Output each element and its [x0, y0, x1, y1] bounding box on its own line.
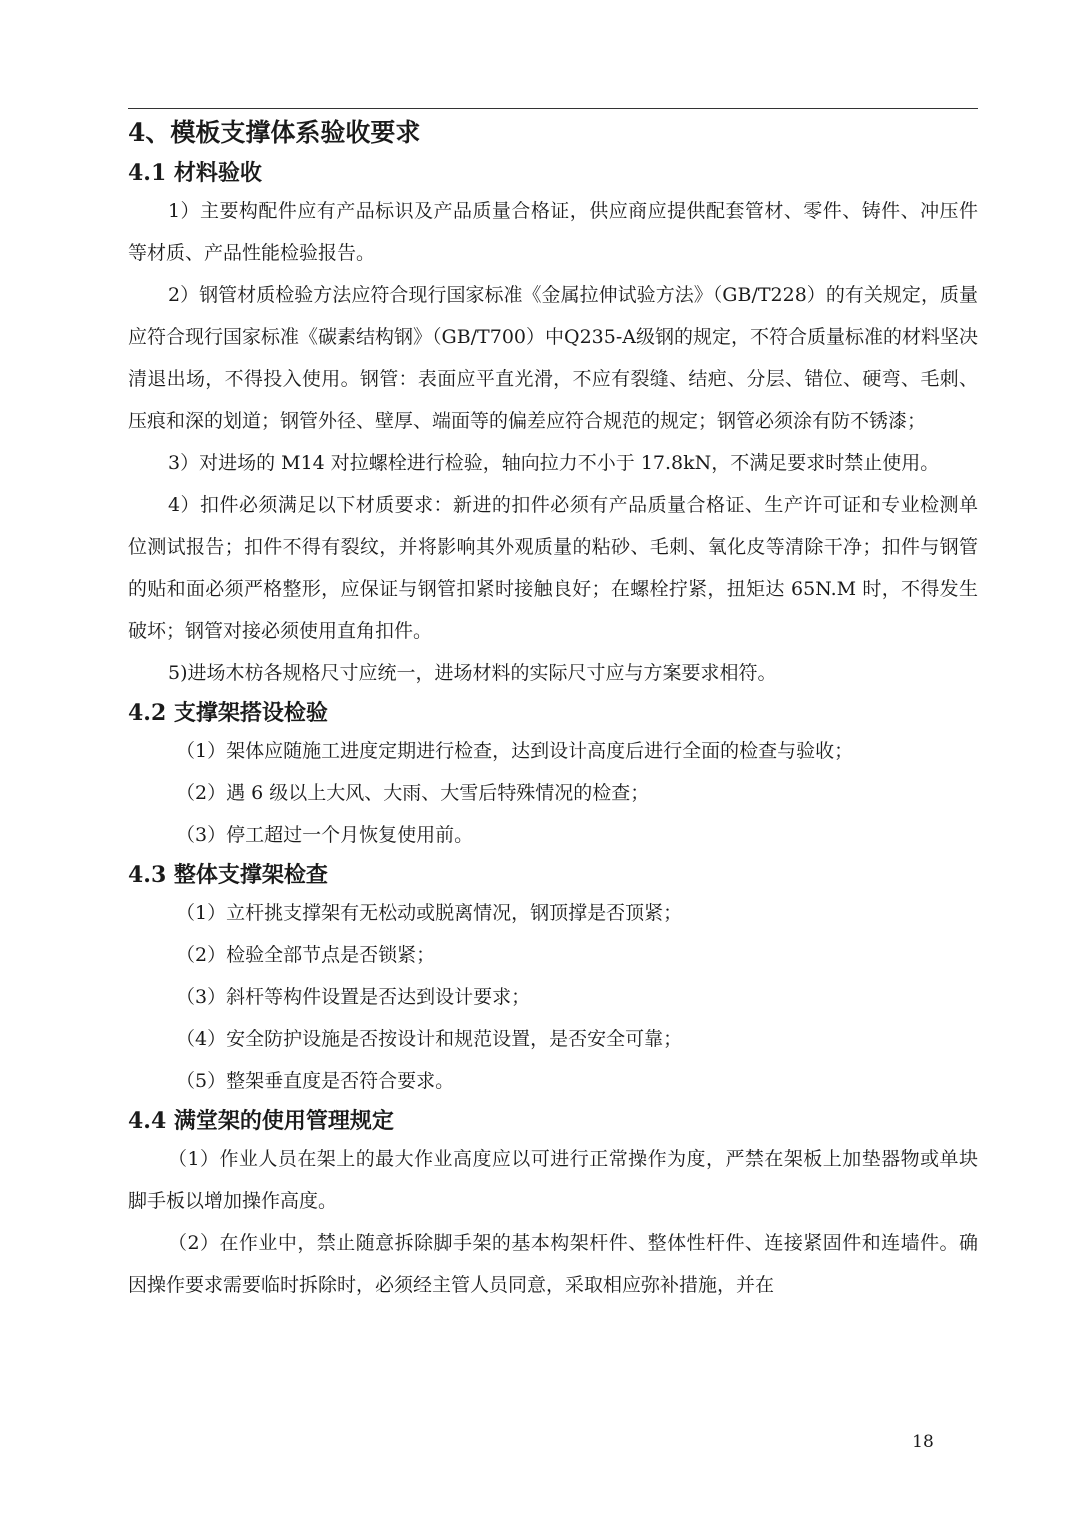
section-title: 4、模板支撑体系验收要求	[128, 118, 421, 147]
subsection-title-4-3: 4.3 整体支撑架检查	[128, 862, 328, 888]
list-item: （4）安全防护设施是否按设计和规范设置，是否安全可靠；	[176, 1028, 683, 1050]
header-rule	[128, 108, 978, 109]
subsection-title-4-1: 4.1 材料验收	[128, 160, 262, 186]
paragraph: 2）钢管材质检验方法应符合现行国家标准《金属拉伸试验方法》（GB/T228）的有关规定，质量应符合现行国家标准《碳素结构钢》（GB/T700）中Q235-A级钢的规定，不符合质量标准的材料坚决清退出场，不得投入使用。钢管：表面应平直光滑，不应有裂缝、结疤、分层、错位、硬弯、毛刺、压痕和深的划道；钢管外径、壁厚、端面等的偏差应符合规范的规定；钢管必须涂有防不锈漆；	[128, 284, 978, 432]
list-item: （3）斜杆等构件设置是否达到设计要求；	[176, 986, 531, 1008]
paragraph: 5)进场木枋各规格尺寸应统一，进场材料的实际尺寸应与方案要求相符。	[168, 662, 777, 684]
paragraph: （1）作业人员在架上的最大作业高度应以可进行正常操作为度，严禁在架板上加垫器物或单块脚手板以增加操作高度。	[128, 1148, 978, 1212]
paragraph: （2）在作业中，禁止随意拆除脚手架的基本构架杆件、整体性杆件、连接紧固件和连墙件。确因操作要求需要临时拆除时，必须经主管人员同意，采取相应弥补措施，并在	[128, 1232, 978, 1296]
list-item: （2）检验全部节点是否锁紧；	[176, 944, 436, 966]
paragraph: 3）对进场的 M14 对拉螺栓进行检验，轴向拉力不小于 17.8kN，不满足要求时禁止使用。	[168, 452, 940, 474]
list-item: （5）整架垂直度是否符合要求。	[176, 1070, 455, 1092]
subsection-title-4-2: 4.2 支撑架搭设检验	[128, 700, 328, 726]
page-number: 18	[912, 1432, 934, 1452]
list-item: （3）停工超过一个月恢复使用前。	[176, 824, 474, 846]
page-content	[128, 112, 978, 1306]
subsection-title-4-4: 4.4 满堂架的使用管理规定	[128, 1108, 394, 1134]
paragraph: 1）主要构配件应有产品标识及产品质量合格证，供应商应提供配套管材、零件、铸件、冲压件等材质、产品性能检验报告。	[128, 200, 978, 264]
list-item: （1）架体应随施工进度定期进行检查，达到设计高度后进行全面的检查与验收；	[176, 740, 854, 762]
paragraph: 4）扣件必须满足以下材质要求：新进的扣件必须有产品质量合格证、生产许可证和专业检测单位测试报告；扣件不得有裂纹，并将影响其外观质量的粘砂、毛刺、氧化皮等清除干净；扣件与钢管的贴和面必须严格整形，应保证与钢管扣紧时接触良好；在螺栓拧紧，扭矩达 65N.M 时，不得发生破坏；钢管对接必须使用直角扣件。	[128, 494, 978, 642]
list-item: （1）立杆挑支撑架有无松动或脱离情况，钢顶撑是否顶紧；	[176, 902, 683, 924]
list-item: （2）遇 6 级以上大风、大雨、大雪后特殊情况的检查；	[176, 782, 650, 804]
